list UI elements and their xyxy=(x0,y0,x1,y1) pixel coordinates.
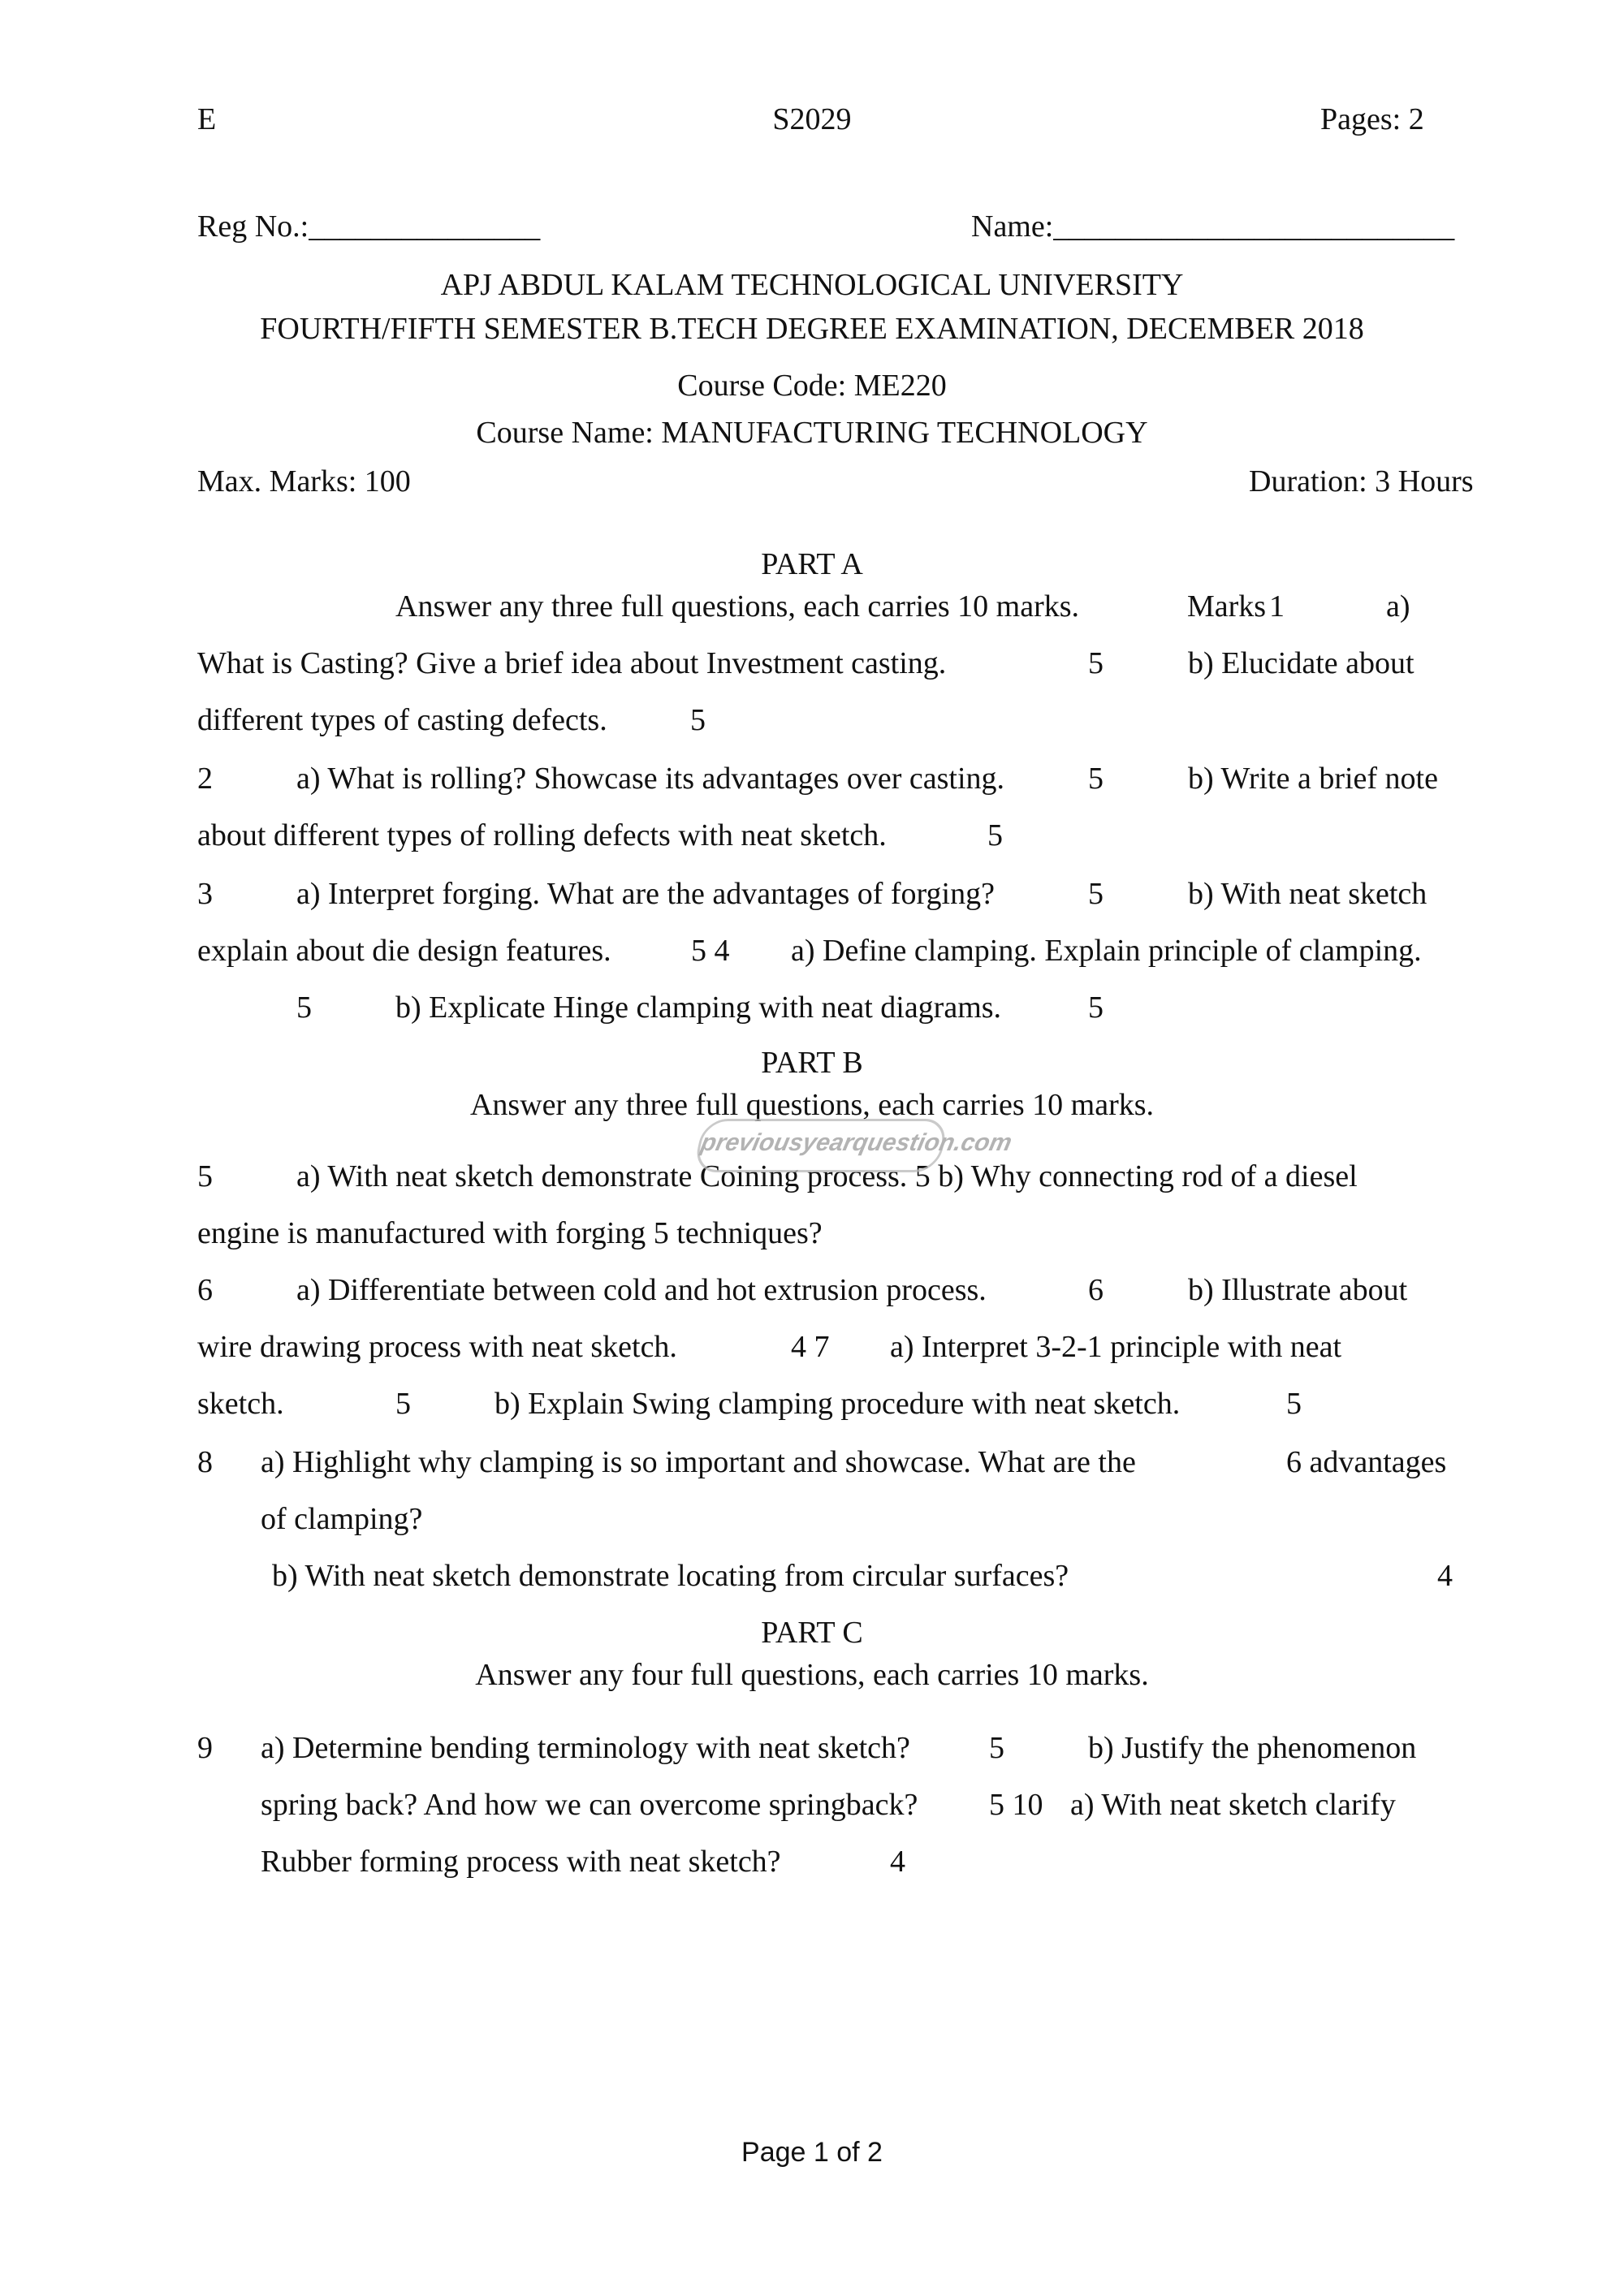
part-a-heading: PART A xyxy=(761,547,863,581)
question-2a-text: a) What is rolling? Showcase its advantages over casting. xyxy=(296,762,1004,796)
page-footer: Page 1 of 2 xyxy=(741,2137,883,2168)
duration: Duration: 3 Hours xyxy=(1249,464,1474,498)
question-8a-marks: 6 advantages xyxy=(1286,1445,1447,1479)
header-set-code: E xyxy=(197,102,217,136)
question-4a-text: a) Define clamping. Explain principle of clamping. xyxy=(791,934,1422,968)
question-2-number: 2 xyxy=(197,762,213,796)
question-6-number: 6 xyxy=(197,1273,213,1307)
question-9a-text: a) Determine bending terminology with neat sketch? xyxy=(261,1731,910,1765)
question-4b-marks: 5 xyxy=(1088,990,1104,1025)
question-4b-text: b) Explicate Hinge clamping with neat diagrams. xyxy=(395,990,1002,1025)
question-10a-text: a) With neat sketch clarify xyxy=(1070,1788,1396,1822)
question-9b-text: b) Justify the phenomenon xyxy=(1088,1731,1417,1765)
question-3b-marks-and-q4-number: 5 4 xyxy=(691,934,730,968)
question-10a-text-cont: Rubber forming process with neat sketch? xyxy=(261,1845,781,1879)
question-10a-marks: 4 xyxy=(890,1845,905,1879)
question-1a-text: What is Casting? Give a brief idea about Investment casting. xyxy=(197,646,947,680)
question-1a-label: a) xyxy=(1386,589,1410,624)
university-name: APJ ABDUL KALAM TECHNOLOGICAL UNIVERSITY xyxy=(440,268,1184,302)
question-2b-text: b) Write a brief note xyxy=(1188,762,1438,796)
part-c-instruction: Answer any four full questions, each carries 10 marks. xyxy=(475,1658,1149,1692)
question-2a-marks: 5 xyxy=(1088,762,1104,796)
question-8-number: 8 xyxy=(197,1445,213,1479)
question-1-number: 1 xyxy=(1269,589,1285,624)
question-3b-text: b) With neat sketch xyxy=(1188,877,1427,911)
part-c-heading: PART C xyxy=(761,1616,863,1650)
question-3b-text-cont: explain about die design features. xyxy=(197,934,611,968)
question-8a-text: a) Highlight why clamping is so important and showcase. What are the xyxy=(261,1445,1136,1479)
question-6b-text-cont: wire drawing process with neat sketch. xyxy=(197,1330,677,1364)
watermark-stamp: previousyearquestion.com xyxy=(693,1119,949,1172)
question-6a-text: a) Differentiate between cold and hot extrusion process. xyxy=(296,1273,987,1307)
question-6b-text: b) Illustrate about xyxy=(1188,1273,1408,1307)
question-3-number: 3 xyxy=(197,877,213,911)
max-marks: Max. Marks: 100 xyxy=(197,464,411,498)
question-1b-text: b) Elucidate about xyxy=(1188,646,1415,680)
question-1b-marks: 5 xyxy=(690,703,706,737)
question-3a-marks: 5 xyxy=(1088,877,1104,911)
question-4a-marks: 5 xyxy=(296,990,312,1025)
header-paper-code: S2029 xyxy=(772,102,852,136)
question-9b-marks-and-q10-number: 5 10 xyxy=(989,1788,1043,1822)
question-8a-text-cont: of clamping? xyxy=(261,1502,423,1536)
question-7a-text-cont: sketch. xyxy=(197,1387,284,1421)
question-1a-marks: 5 xyxy=(1088,646,1104,680)
question-9-number: 9 xyxy=(197,1731,213,1765)
question-9b-text-cont: spring back? And how we can overcome springback? xyxy=(261,1788,918,1822)
question-2b-marks: 5 xyxy=(987,818,1003,852)
part-b-instruction: Answer any three full questions, each carries 10 marks. xyxy=(469,1088,1155,1122)
header-pages: Pages: 2 xyxy=(1320,102,1424,136)
marks-column-label: Marks xyxy=(1187,589,1267,624)
question-5-text-cont: engine is manufactured with forging 5 techniques? xyxy=(197,1216,823,1250)
question-7b-marks: 5 xyxy=(1286,1387,1302,1421)
question-1b-text-cont: different types of casting defects. xyxy=(197,703,607,737)
question-9a-marks: 5 xyxy=(989,1731,1004,1765)
course-code: Course Code: ME220 xyxy=(677,369,947,403)
question-7a-text: a) Interpret 3-2-1 principle with neat xyxy=(890,1330,1342,1364)
part-b-heading: PART B xyxy=(761,1046,863,1080)
question-6b-marks-and-q7-number: 4 7 xyxy=(791,1330,830,1364)
name-field: Name:__________________________ xyxy=(971,209,1455,244)
reg-no-field: Reg No.:_______________ xyxy=(197,209,541,244)
question-7b-text: b) Explain Swing clamping procedure with neat sketch. xyxy=(495,1387,1181,1421)
question-2b-text-cont: about different types of rolling defects with neat sketch. xyxy=(197,818,887,852)
course-name: Course Name: MANUFACTURING TECHNOLOGY xyxy=(476,416,1148,450)
question-8b-text: b) With neat sketch demonstrate locating from circular surfaces? xyxy=(272,1559,1069,1593)
exam-title: FOURTH/FIFTH SEMESTER B.TECH DEGREE EXAMINATION, DECEMBER 2018 xyxy=(260,312,1364,346)
question-5-number: 5 xyxy=(197,1159,213,1193)
part-a-instruction: Answer any three full questions, each carries 10 marks. xyxy=(395,589,1080,624)
question-5-text: a) With neat sketch demonstrate Coining process. 5 b) Why connecting rod of a diesel xyxy=(296,1159,1358,1193)
question-6a-marks: 6 xyxy=(1088,1273,1104,1307)
question-8b-marks: 4 xyxy=(1437,1559,1453,1593)
question-7a-marks: 5 xyxy=(395,1387,411,1421)
question-3a-text: a) Interpret forging. What are the advantages of forging? xyxy=(296,877,995,911)
